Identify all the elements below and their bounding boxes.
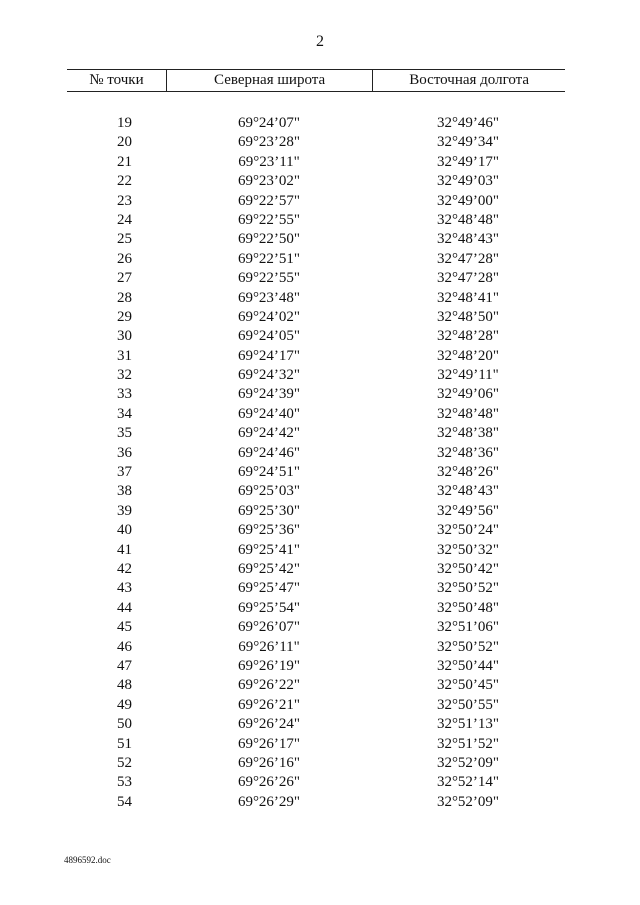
cell-east-longitude: 32°48’36" <box>436 444 500 461</box>
cell-north-latitude: 69°24’05" <box>237 328 301 345</box>
table-row <box>67 250 565 269</box>
cell-point-number: 30 <box>117 328 132 345</box>
cell-north-latitude: 69°25’47" <box>237 580 301 597</box>
cell-east-longitude: 32°48’43" <box>436 231 500 248</box>
header-point-number: № точки <box>89 72 144 88</box>
table-row <box>67 521 565 540</box>
cell-north-latitude: 69°24’07" <box>237 115 301 131</box>
table-row <box>67 618 565 637</box>
cell-point-number: 20 <box>117 134 132 151</box>
table-row <box>67 211 565 230</box>
cell-east-longitude: 32°50’24" <box>436 522 500 539</box>
table-row <box>67 289 565 308</box>
cell-east-longitude: 32°52’09" <box>436 793 500 810</box>
cell-north-latitude: 69°25’03" <box>237 483 301 500</box>
cell-east-longitude: 32°49’56" <box>436 502 500 519</box>
cell-east-longitude: 32°50’52" <box>436 580 500 597</box>
cell-point-number: 31 <box>117 347 132 364</box>
cell-north-latitude: 69°22’51" <box>237 250 301 267</box>
cell-north-latitude: 69°24’02" <box>237 308 301 325</box>
cell-north-latitude: 69°23’48" <box>237 289 301 306</box>
cell-point-number: 22 <box>117 173 132 190</box>
table-row <box>67 269 565 288</box>
table-row <box>67 676 565 695</box>
cell-north-latitude: 69°24’39" <box>237 386 301 403</box>
table-row <box>67 715 565 734</box>
table-row <box>67 502 565 521</box>
table-row <box>67 657 565 676</box>
cell-north-latitude: 69°26’24" <box>237 716 301 733</box>
page-number: 2 <box>316 33 324 50</box>
table-row <box>67 192 565 211</box>
cell-east-longitude: 32°49’00" <box>436 192 500 209</box>
table-row <box>67 793 565 812</box>
cell-point-number: 21 <box>117 153 132 170</box>
cell-point-number: 24 <box>117 211 132 228</box>
cell-point-number: 19 <box>117 115 132 131</box>
cell-east-longitude: 32°48’48" <box>436 211 500 228</box>
cell-point-number: 53 <box>117 774 132 791</box>
table-row <box>67 385 565 404</box>
cell-point-number: 29 <box>117 308 132 325</box>
cell-point-number: 23 <box>117 192 132 209</box>
cell-point-number: 33 <box>117 386 132 403</box>
cell-point-number: 32 <box>117 367 132 384</box>
table-body <box>67 114 565 812</box>
cell-east-longitude: 32°50’48" <box>436 599 500 616</box>
cell-east-longitude: 32°51’06" <box>436 619 500 636</box>
cell-east-longitude: 32°50’44" <box>436 657 500 674</box>
cell-east-longitude: 32°49’06" <box>436 386 500 403</box>
header-east-longitude: Восточная долгота <box>372 70 565 91</box>
cell-east-longitude: 32°52’09" <box>436 754 500 771</box>
cell-north-latitude: 69°26’11" <box>238 638 300 655</box>
cell-east-longitude: 32°51’13" <box>436 716 500 733</box>
cell-point-number: 27 <box>117 270 132 287</box>
cell-north-latitude: 69°24’40" <box>237 405 301 422</box>
table-header <box>67 69 565 92</box>
footer-filename: 4896592.doc <box>64 855 111 865</box>
cell-north-latitude: 69°24’17" <box>237 347 301 364</box>
table-row <box>67 308 565 327</box>
cell-north-latitude: 69°26’07" <box>237 619 301 636</box>
table-row <box>67 735 565 754</box>
table-row <box>67 754 565 773</box>
cell-point-number: 40 <box>117 522 132 539</box>
table-row <box>67 327 565 346</box>
cell-point-number: 54 <box>117 793 132 810</box>
cell-east-longitude: 32°48’28" <box>436 328 500 345</box>
cell-north-latitude: 69°23’11" <box>238 153 300 170</box>
table-row <box>67 599 565 618</box>
cell-north-latitude: 69°26’19" <box>237 657 301 674</box>
table-row <box>67 424 565 443</box>
cell-east-longitude: 32°48’48" <box>436 405 500 422</box>
cell-east-longitude: 32°52’14" <box>436 774 500 791</box>
cell-north-latitude: 69°24’51" <box>237 464 301 481</box>
table-row <box>67 366 565 385</box>
table-row <box>67 463 565 482</box>
header-north-latitude: Северная широта <box>166 70 373 91</box>
cell-east-longitude: 32°47’28" <box>436 250 500 267</box>
cell-point-number: 41 <box>117 541 132 558</box>
cell-point-number: 42 <box>117 560 132 577</box>
cell-north-latitude: 69°25’41" <box>237 541 301 558</box>
cell-east-longitude: 32°49’11" <box>437 367 499 384</box>
table-row <box>67 444 565 463</box>
cell-east-longitude: 32°48’38" <box>436 425 500 442</box>
cell-north-latitude: 69°23’28" <box>237 134 301 151</box>
cell-north-latitude: 69°26’21" <box>237 696 301 713</box>
cell-point-number: 36 <box>117 444 132 461</box>
cell-north-latitude: 69°25’36" <box>237 522 301 539</box>
cell-point-number: 37 <box>117 464 132 481</box>
cell-point-number: 39 <box>117 502 132 519</box>
cell-east-longitude: 32°47’28" <box>436 270 500 287</box>
cell-point-number: 46 <box>117 638 132 655</box>
cell-point-number: 25 <box>117 231 132 248</box>
cell-east-longitude: 32°49’17" <box>436 153 500 170</box>
cell-point-number: 47 <box>117 657 132 674</box>
cell-east-longitude: 32°48’20" <box>436 347 500 364</box>
cell-point-number: 44 <box>117 599 132 616</box>
cell-north-latitude: 69°26’16" <box>237 754 301 771</box>
cell-north-latitude: 69°22’55" <box>237 270 301 287</box>
table-row <box>67 482 565 501</box>
cell-east-longitude: 32°48’50" <box>436 308 500 325</box>
table-row <box>67 230 565 249</box>
table-row <box>67 133 565 152</box>
table-row <box>67 347 565 366</box>
cell-east-longitude: 32°48’26" <box>436 464 500 481</box>
table-row <box>67 541 565 560</box>
cell-point-number: 49 <box>117 696 132 713</box>
cell-north-latitude: 69°26’26" <box>237 774 301 791</box>
table-row <box>67 153 565 172</box>
cell-point-number: 26 <box>117 250 132 267</box>
cell-north-latitude: 69°22’50" <box>237 231 301 248</box>
cell-east-longitude: 32°50’45" <box>436 677 500 694</box>
table-row <box>67 579 565 598</box>
cell-east-longitude: 32°51’52" <box>436 735 500 752</box>
cell-east-longitude: 32°50’42" <box>436 560 500 577</box>
cell-east-longitude: 32°50’55" <box>436 696 500 713</box>
table-row <box>67 114 565 133</box>
cell-east-longitude: 32°49’34" <box>436 134 500 151</box>
cell-point-number: 34 <box>117 405 132 422</box>
cell-east-longitude: 32°49’03" <box>436 173 500 190</box>
table-row <box>67 405 565 424</box>
cell-point-number: 45 <box>117 619 132 636</box>
cell-north-latitude: 69°25’30" <box>237 502 301 519</box>
cell-north-latitude: 69°25’54" <box>237 599 301 616</box>
cell-east-longitude: 32°48’41" <box>436 289 500 306</box>
cell-north-latitude: 69°24’46" <box>237 444 301 461</box>
table-row <box>67 773 565 792</box>
table-row <box>67 638 565 657</box>
cell-point-number: 52 <box>117 754 132 771</box>
cell-north-latitude: 69°23’02" <box>237 173 301 190</box>
table-row <box>67 172 565 191</box>
cell-north-latitude: 69°24’32" <box>237 367 301 384</box>
cell-east-longitude: 32°48’43" <box>436 483 500 500</box>
cell-north-latitude: 69°25’42" <box>237 560 301 577</box>
cell-point-number: 38 <box>117 483 132 500</box>
cell-north-latitude: 69°22’57" <box>237 192 301 209</box>
cell-north-latitude: 69°26’29" <box>237 793 301 810</box>
cell-north-latitude: 69°26’22" <box>237 677 301 694</box>
cell-point-number: 51 <box>117 735 132 752</box>
cell-east-longitude: 32°50’32" <box>436 541 500 558</box>
cell-east-longitude: 32°49’46" <box>436 115 500 131</box>
table-row <box>67 560 565 579</box>
cell-point-number: 28 <box>117 289 132 306</box>
cell-point-number: 48 <box>117 677 132 694</box>
cell-point-number: 50 <box>117 716 132 733</box>
cell-point-number: 35 <box>117 425 132 442</box>
cell-point-number: 43 <box>117 580 132 597</box>
coordinates-table <box>67 69 565 810</box>
table-row <box>67 696 565 715</box>
cell-north-latitude: 69°26’17" <box>237 735 301 752</box>
cell-north-latitude: 69°24’42" <box>237 425 301 442</box>
cell-east-longitude: 32°50’52" <box>436 638 500 655</box>
cell-north-latitude: 69°22’55" <box>237 211 301 228</box>
